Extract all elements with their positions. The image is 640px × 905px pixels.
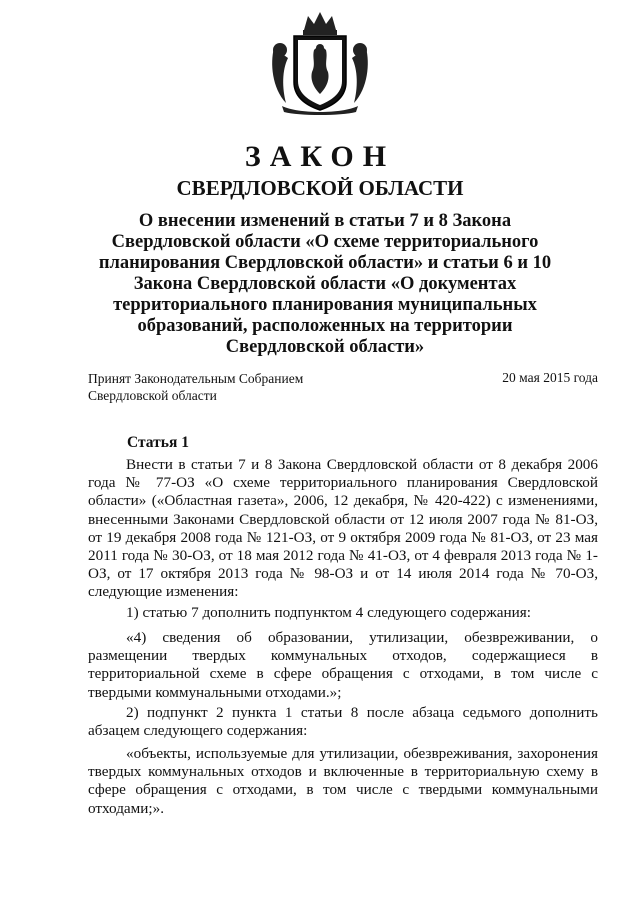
adoption-date: 20 мая 2015 года	[502, 370, 598, 385]
coat-of-arms-emblem	[268, 8, 372, 116]
paragraph: 2) подпункт 2 пункта 1 статьи 8 после абзаца седьмого дополнить абзацем следующего содержания:	[88, 704, 598, 740]
document-title: ЗАКОН	[244, 140, 396, 173]
law-heading: О внесении изменений в статьи 7 и 8 Закона Свердловской области «О схеме территориального планирования Свердловской области» и статьи 6 и 10 Закона Свердловской области «О документах территориального планирования муниципальных образований, расположенных на территории Свердловской области»	[98, 211, 552, 357]
document-subtitle: СВЕРДЛОВСКОЙ ОБЛАСТИ	[176, 176, 464, 200]
paragraph: 1) статью 7 дополнить подпунктом 4 следующего содержания:	[126, 604, 531, 621]
paragraph: «4) сведения об образовании, утилизации, обезвреживании, о размещении твердых коммунальных отходов, содержащиеся в территориальной схеме в сфере обращения с отходами, в том числе с твердыми коммунальными отходами.»;	[88, 629, 598, 701]
paragraph: Внести в статьи 7 и 8 Закона Свердловской области от 8 декабря 2006 года № 77-ОЗ «О схеме территориального планирования Свердловской области» («Областная газета», 2006, 12 декабря, № 420-422) с изменениями, внесенными Законами Свердловской области от 12 июля 2007 года № 81-ОЗ, от 19 декабря 2008 года № 121-ОЗ, от 9 октября 2009 года № 81-ОЗ, от 23 мая 2011 года № 30-ОЗ, от 18 мая 2012 года № 41-ОЗ, от 4 февраля 2013 года № 1-ОЗ, от 17 октября 2013 года № 98-ОЗ и от 14 июля 2014 года № 70-ОЗ, следующие изменения:	[88, 456, 598, 601]
adoption-line-1: Принят Законодательным Собранием	[88, 371, 304, 386]
adoption-line-2: Свердловской области	[88, 388, 217, 403]
article-title: Статья 1	[127, 434, 189, 451]
adoption-info	[88, 370, 303, 404]
paragraph: «объекты, используемые для утилизации, обезвреживания, захоронения твердых коммунальных отходов и включенные в территориальную схему в сфере обращения с отходами, в том числе с твердыми коммунальными отходами;».	[88, 745, 598, 817]
